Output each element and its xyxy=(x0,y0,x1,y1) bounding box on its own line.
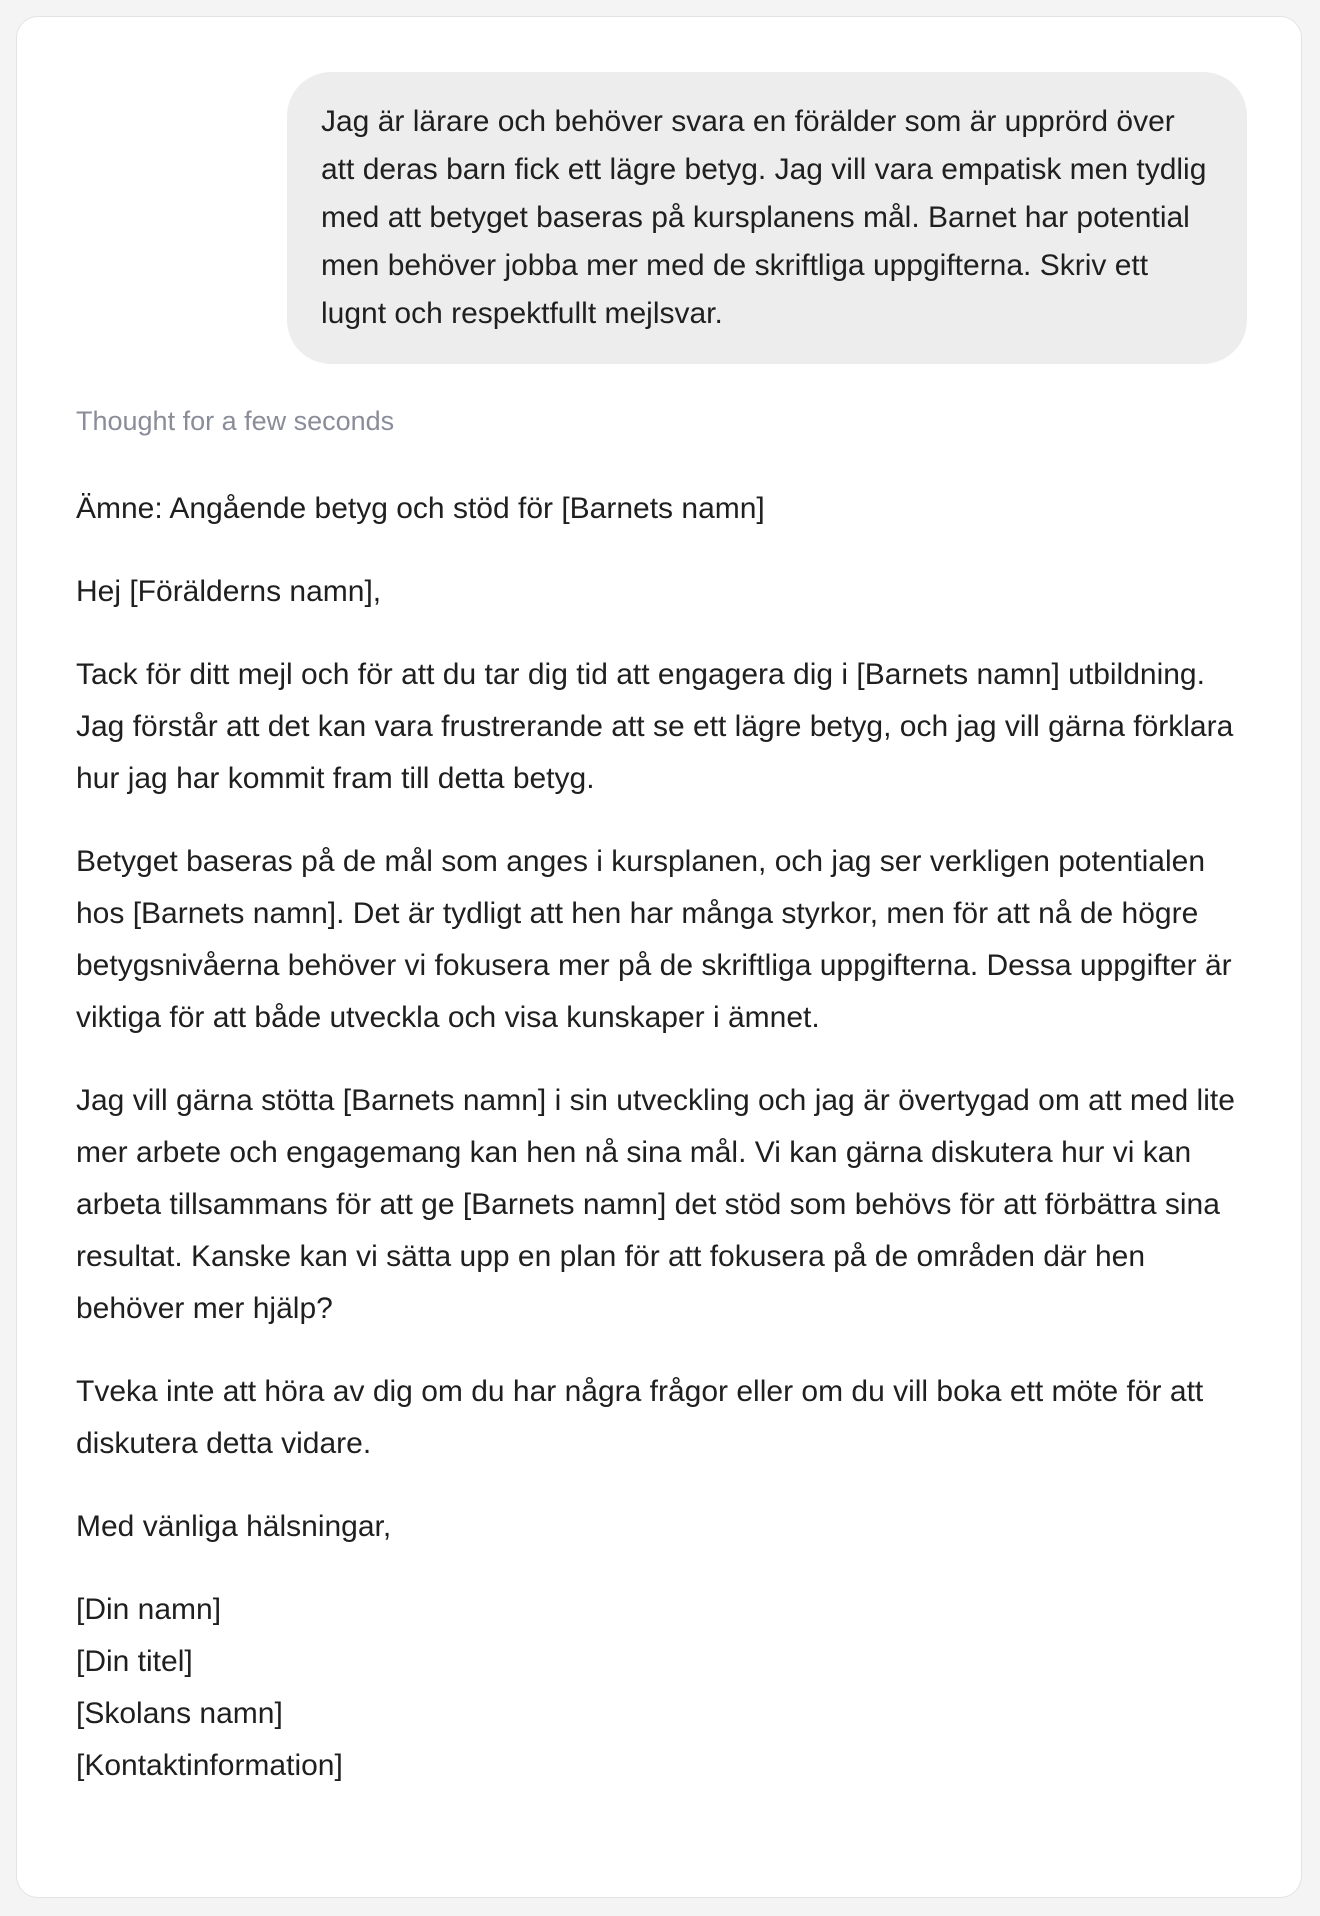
email-subject: Ämne: Angående betyg och stöd för [Barnets namn] xyxy=(76,492,765,525)
signature-name: [Din namn] xyxy=(76,1593,222,1626)
assistant-reply xyxy=(76,483,1256,1792)
thought-duration-label[interactable]: Thought for a few seconds xyxy=(76,406,395,436)
signature-school: [Skolans namn] xyxy=(76,1697,283,1730)
email-paragraph: Betyget baseras på de mål som anges i kursplanen, och jag ser verkligen potentialen hos [Barnets namn]. Det är tydligt att hen har många styrkor, men för att nå de högre betygsnivåerna behöver vi fokusera mer på de skriftliga uppgifterna. Dessa uppgifter är viktiga för att både utveckla och visa kunskaper i ämnet. xyxy=(76,845,1232,1034)
email-paragraph: Jag vill gärna stötta [Barnets namn] i sin utveckling och jag är övertygad om att med lite mer arbete och engagemang kan hen nå sina mål. Vi kan gärna diskutera hur vi kan arbeta tillsammans för att ge [Barnets namn] det stöd som behövs för att förbättra sina resultat. Kanske kan vi sätta upp en plan för att fokusera på de områden där hen behöver mer hjälp? xyxy=(76,1084,1235,1325)
email-closing: Med vänliga hälsningar, xyxy=(76,1510,392,1543)
email-paragraph: Tveka inte att höra av dig om du har några frågor eller om du vill boka ett möte för att diskutera detta vidare. xyxy=(76,1375,1204,1460)
signature-contact: [Kontaktinformation] xyxy=(76,1749,343,1782)
email-paragraph: Tack för ditt mejl och för att du tar dig tid att engagera dig i [Barnets namn] utbildning. Jag förstår att det kan vara frustrerande att se ett lägre betyg, och jag vill gärna förklara hur jag har kommit fram till detta betyg. xyxy=(76,658,1234,795)
user-message-bubble: Jag är lärare och behöver svara en förälder som är upprörd över att deras barn fick ett lägre betyg. Jag vill vara empatisk men tydlig med att betyget baseras på kursplanens mål. Barnet har potential men behöver jobba mer med de skriftliga uppgifterna. Skriv ett lugnt och respektfullt mejlsvar. xyxy=(287,72,1247,364)
email-greeting: Hej [Förälderns namn], xyxy=(76,575,382,608)
chat-card xyxy=(16,16,1302,1898)
email-signature xyxy=(76,1584,1256,1792)
signature-title: [Din titel] xyxy=(76,1645,193,1678)
